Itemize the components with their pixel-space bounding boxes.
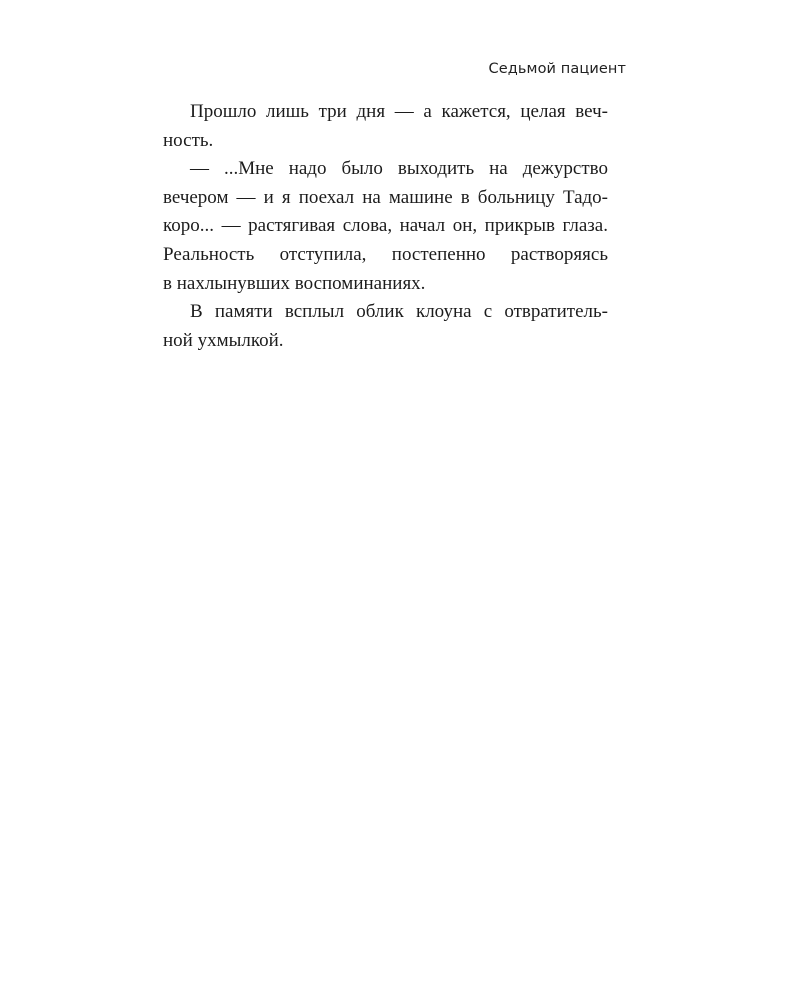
text-line: в нахлынувших воспоминаниях. (163, 272, 426, 294)
text-line: ность. (163, 129, 214, 151)
text-line: Прошло лишь три дня — а кажется, целая веч- (190, 101, 608, 122)
text-line: вечером — и я поехал на машине в больницу Тадо- (163, 186, 608, 208)
text-line: В памяти всплыл облик клоуна с отвратитель- (190, 301, 608, 323)
running-head: Седьмой пациент (488, 61, 626, 77)
paragraph-1 (163, 98, 608, 155)
paragraph-2 (163, 155, 608, 298)
text-line: ной ухмылкой. (163, 329, 284, 351)
body-text (163, 98, 608, 355)
text-line: Реальность отступила, постепенно растворяясь (163, 243, 608, 265)
text-line: — ...Мне надо было выходить на дежурство (190, 158, 608, 180)
text-line: коро... — растягивая слова, начал он, прикрыв глаза. (163, 215, 608, 237)
paragraph-3 (163, 298, 608, 355)
